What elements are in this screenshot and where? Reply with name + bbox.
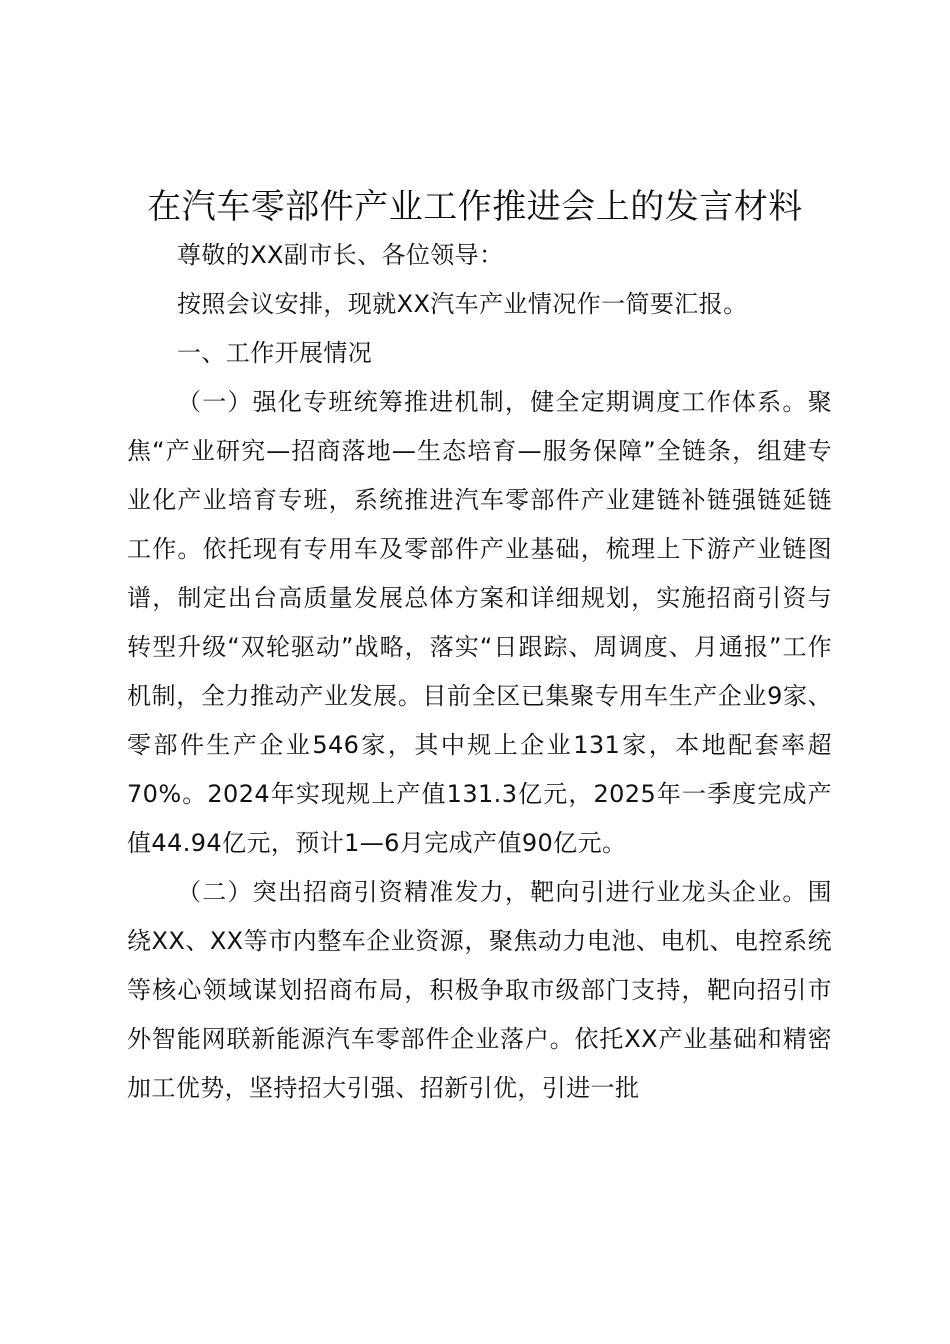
- item-1-paragraph: [127, 378, 832, 868]
- item-2-paragraph: [127, 868, 832, 1113]
- item-1-heading: （一）强化专班统筹推进机制，健全定期调度工作体系。: [177, 388, 808, 416]
- item-2-body: 围绕XX、XX等市内整车企业资源，聚焦动力电池、电机、电控系统等核心领域谋划招商布局，积极争取市级部门支持，靶向招引市外智能网联新能源汽车零部件企业落户。依托XX产业基础和精密加工优势，坚持招大引强、招新引优，引进一批: [127, 878, 832, 1102]
- salutation: 尊敬的XX副市长、各位领导：: [177, 241, 504, 269]
- section-heading: 一、工作开展情况: [177, 339, 373, 367]
- document-title: 在汽车零部件产业工作推进会上的发言材料: [147, 187, 803, 227]
- intro-paragraph: 按照会议安排，现就XX汽车产业情况作一简要汇报。: [177, 290, 748, 318]
- document-body: [127, 231, 832, 1113]
- item-1-body: 聚焦“产业研究—招商落地—生态培育—服务保障”全链条，组建专业化产业培育专班，系统推进汽车零部件产业建链补链强链延链工作。依托现有专用车及零部件产业基础，梳理上下游产业链图谱，制定出台高质量发展总体方案和详细规划，实施招商引资与转型升级“双轮驱动”战略，落实“日跟踪、周调度、月通报”工作机制，全力推动产业发展。目前全区已集聚专用车生产企业9家、零部件生产企业546家，其中规上企业131家，本地配套率超70%。2024年实现规上产值131.3亿元，2025年一季度完成产值44.94亿元，预计1—6月完成产值90亿元。: [127, 388, 832, 857]
- item-2-heading: （二）突出招商引资精准发力，靶向引进行业龙头企业。: [177, 878, 808, 906]
